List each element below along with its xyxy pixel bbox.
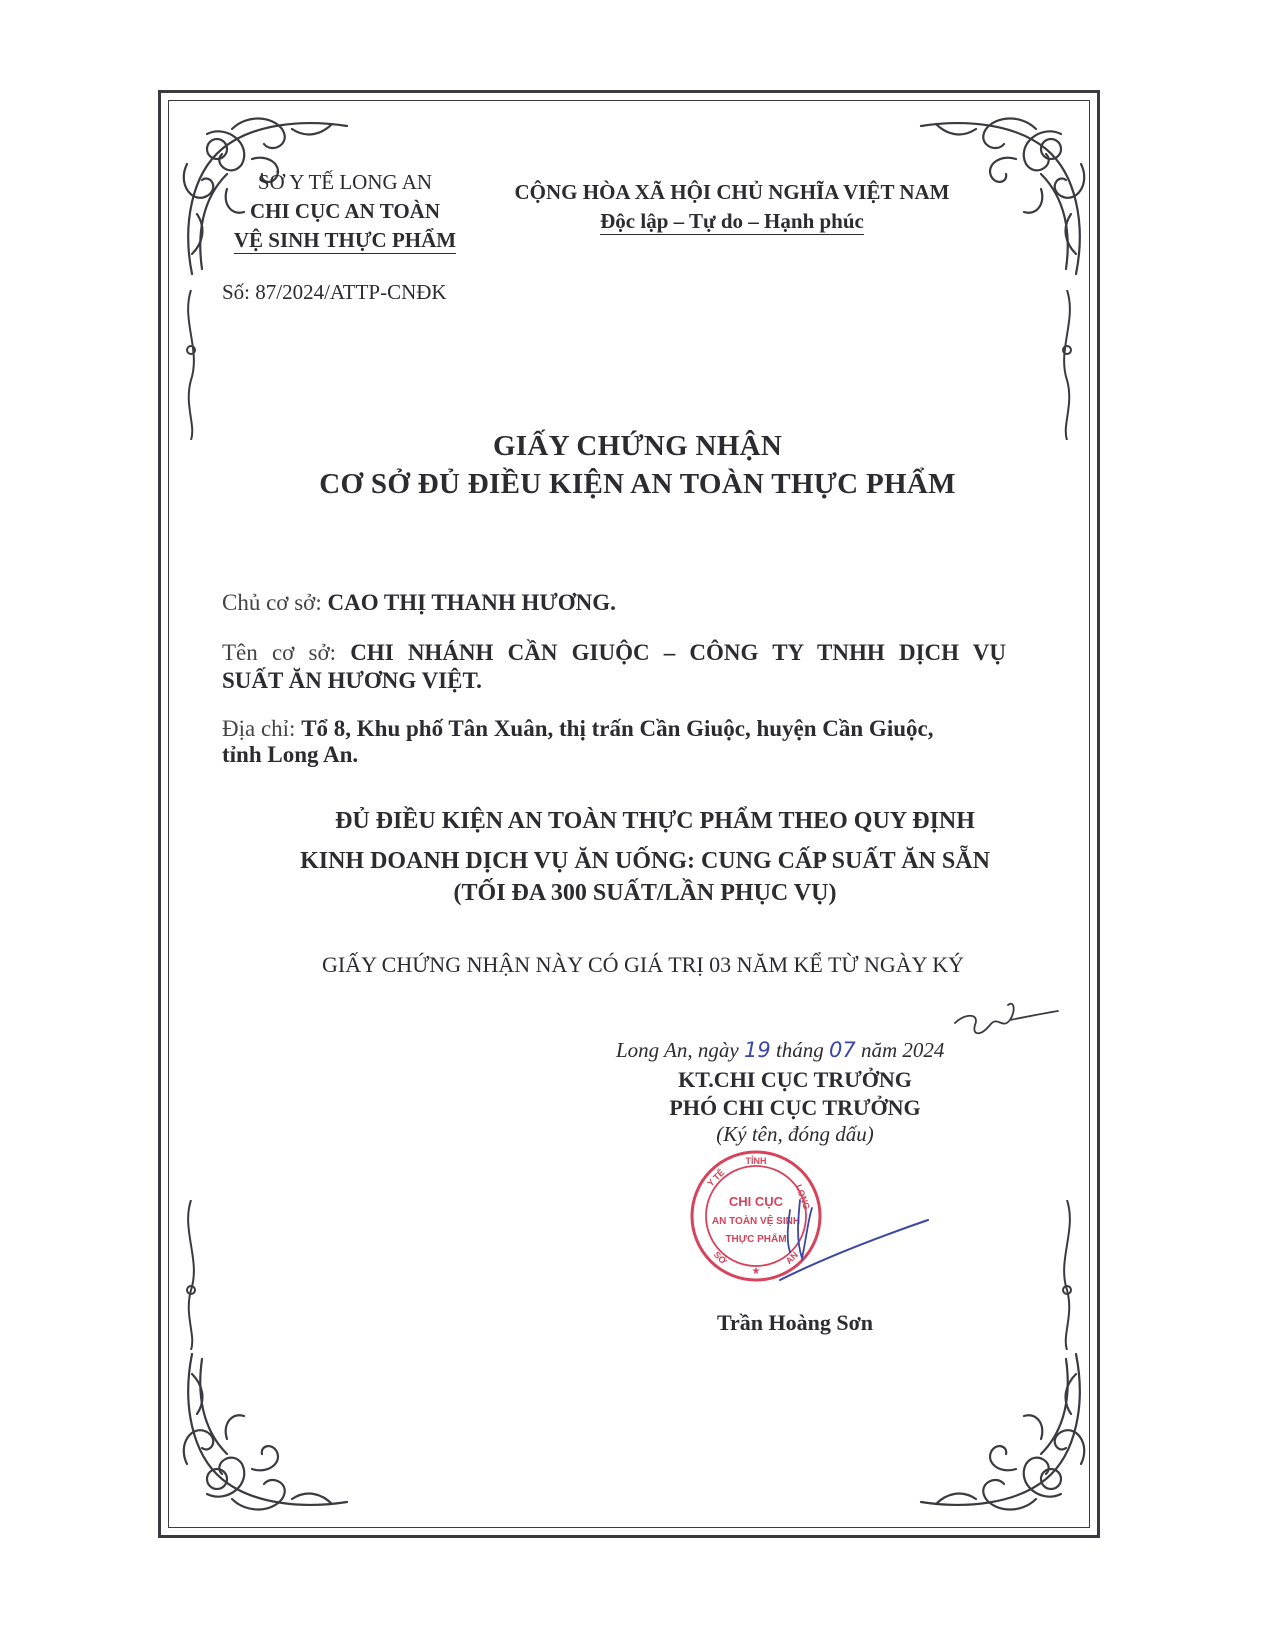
header-right-motto: Độc lập – Tự do – Hạnh phúc [600, 209, 864, 233]
field-address-value-line2: tỉnh Long An. [222, 742, 359, 767]
signer-name: Trần Hoàng Sơn [716, 1310, 874, 1335]
field-owner-label: Chủ cơ sở: [222, 590, 322, 615]
stamp-line2: AN TOÀN VỆ SINH [711, 1216, 801, 1227]
certificate-title-line2: CƠ SỞ ĐỦ ĐIỀU KIỆN AN TOÀN THỰC PHẨM [319, 468, 956, 500]
certificate-title-line1: GIẤY CHỨNG NHẬN [492, 430, 783, 462]
document-number: Số: 87/2024/ATTP-CNĐK [222, 280, 447, 304]
field-address-line1 [222, 716, 933, 742]
field-address-value-line1: Tổ 8, Khu phố Tân Xuân, thị trấn Cần Giuộc, huyện Cần Giuộc, [301, 716, 934, 741]
header-left-department-line1: CHI CỤC AN TOÀN [249, 199, 440, 223]
signer-role-line1: KT.CHI CỤC TRƯỞNG [678, 1067, 912, 1092]
corner-ornament-bottom-right [906, 1334, 1096, 1524]
field-owner-value: CAO THỊ THANH HƯƠNG. [327, 590, 616, 615]
stamp-top-text: TỈNH [745, 1156, 767, 1166]
qualification-line2: KINH DOANH DỊCH VỤ ĂN UỐNG: CUNG CẤP SUẤT ĂN SẴN [300, 848, 990, 874]
side-vine-left-bottom [176, 1200, 206, 1350]
signing-date-prefix: Long An, ngày [616, 1038, 739, 1062]
stamp-bottom-left: SỞ [711, 1249, 729, 1267]
field-owner [222, 590, 616, 616]
signing-date [616, 1038, 944, 1063]
field-name-value-line2: SUẤT ĂN HƯƠNG VIỆT. [222, 668, 482, 693]
signing-year: năm 2024 [861, 1038, 945, 1062]
validity-statement: GIẤY CHỨNG NHẬN NÀY CÓ GIÁ TRỊ 03 NĂM KỂ TỪ NGÀY KÝ [322, 952, 964, 977]
initial-signature-mark [950, 995, 1060, 1045]
signing-month: 07 [829, 1038, 856, 1062]
stamp-line1: CHI CỤC [728, 1194, 784, 1209]
signing-month-word: tháng [775, 1038, 824, 1062]
signing-day: 19 [743, 1038, 771, 1062]
field-name-label: Tên cơ sở: [222, 640, 336, 665]
main-signature [760, 1180, 960, 1290]
qualification-line1: ĐỦ ĐIỀU KIỆN AN TOÀN THỰC PHẨM THEO QUY ĐỊNH [335, 808, 975, 834]
sign-instruction: (Ký tên, đóng dấu) [716, 1122, 874, 1146]
field-name-line1 [222, 640, 1006, 666]
header-left-department-line2: VỆ SINH THỰC PHẨM [233, 228, 457, 252]
stamp-side-right: LONG [793, 1183, 812, 1211]
stamp-bottom-right: AN [783, 1249, 801, 1267]
side-vine-right-top [1052, 290, 1082, 440]
header-left-agency: SỞ Y TẾ LONG AN [257, 170, 433, 194]
side-vine-left-top [176, 290, 206, 440]
header-right-nation: CỘNG HÒA XÃ HỘI CHỦ NGHĨA VIỆT NAM [514, 180, 950, 204]
field-name-value-line1: CHI NHÁNH CẦN GIUỘC – CÔNG TY TNHH DỊCH VỤ [350, 640, 1007, 665]
signer-role-line2: PHÓ CHI CỤC TRƯỞNG [669, 1095, 921, 1120]
field-address-label: Địa chỉ: [222, 716, 296, 741]
qualification-line3: (TỐI ĐA 300 SUẤT/LẦN PHỤC VỤ) [453, 880, 837, 906]
corner-ornament-bottom-left [172, 1334, 362, 1524]
stamp-line3: THỰC PHẨM [725, 1234, 787, 1245]
stamp-side-left: Y TẾ [705, 1167, 727, 1189]
side-vine-right-bottom [1052, 1200, 1082, 1350]
stamp-star-icon: ★ [751, 1266, 761, 1277]
